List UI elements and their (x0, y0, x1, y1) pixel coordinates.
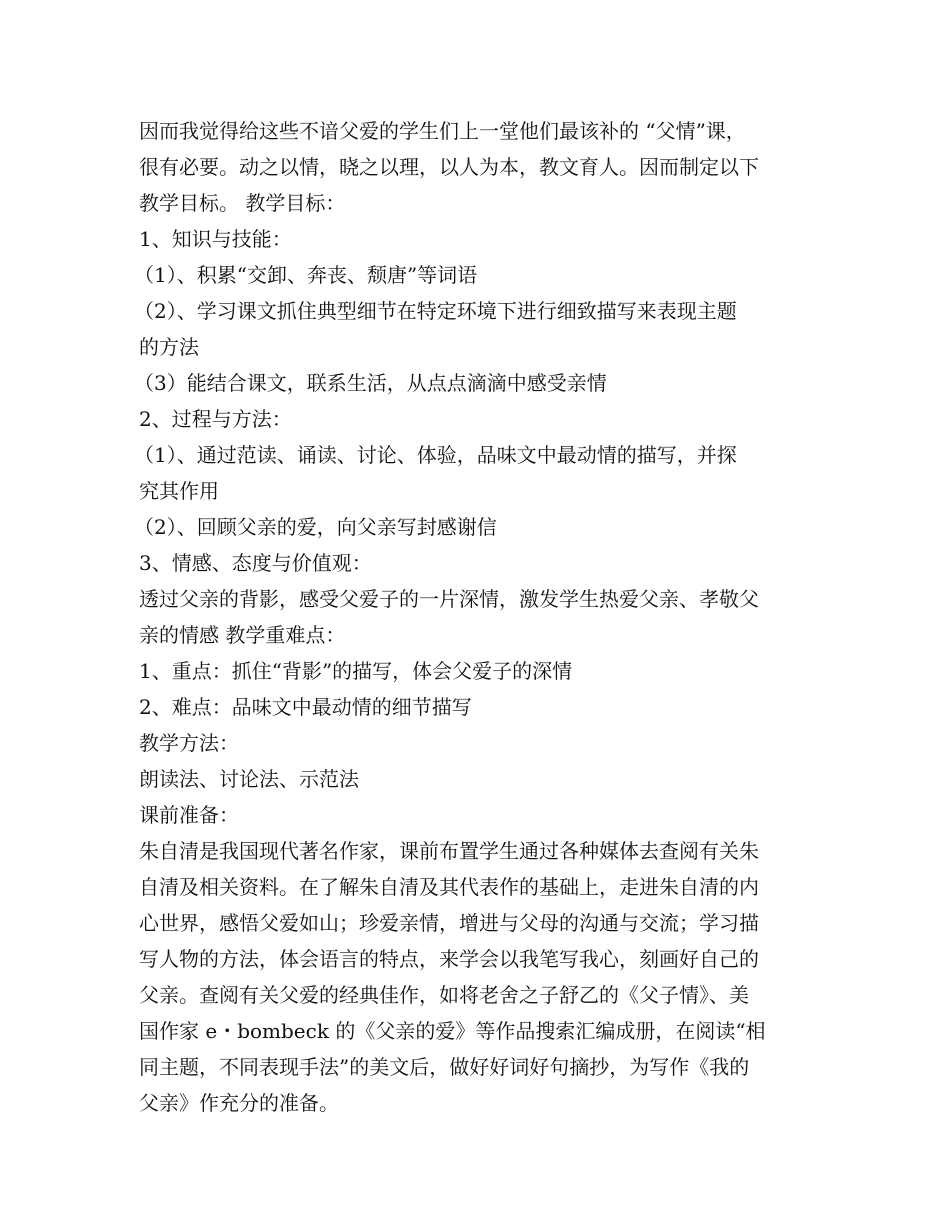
text-line: 1、重点：抓住“背影”的描写，体会父爱子的深情 (139, 659, 573, 683)
text-line: 因而我觉得给这些不谙父爱的学生们上一堂他们最该补的 “父情”课， (139, 119, 746, 143)
text-line: 朗读法、讨论法、示范法 (139, 767, 359, 791)
list-item: （1）、积累“交卸、奔丧、颓唐”等词语 (134, 263, 478, 287)
section-heading: 课前准备： (139, 803, 239, 827)
list-item: （3）能结合课文，联系生活，从点点滴滴中感受亲情 (134, 371, 607, 395)
text-line: 教学目标。 教学目标： (139, 191, 346, 215)
section-heading: 3、情感、态度与价值观： (139, 551, 372, 575)
text-line: 父亲》作充分的准备。 (139, 1091, 339, 1115)
section-heading: 2、过程与方法： (139, 407, 292, 431)
list-item: （1）、通过范读、诵读、讨论、体验，品味文中最动情的描写，并探 (134, 443, 737, 467)
text-line: 究其作用 (139, 479, 219, 503)
text-line: 透过父亲的背影，感受父爱子的一片深情，激发学生热爱父亲、孝敬父 (139, 587, 759, 611)
section-heading: 1、知识与技能： (139, 227, 292, 251)
text-line: 国作家 e・bombeck 的《父亲的爱》等作品搜索汇编成册，在阅读“相 (139, 1019, 766, 1043)
section-heading: 教学方法： (139, 731, 239, 755)
list-item: （2）、回顾父亲的爱，向父亲写封感谢信 (134, 515, 497, 539)
list-item: （2）、学习课文抓住典型细节在特定环境下进行细致描写来表现主题 (134, 299, 737, 323)
text-line: 心世界，感悟父爱如山；珍爱亲情，增进与父母的沟通与交流；学习描 (139, 911, 759, 935)
text-line: 父亲。查阅有关父爱的经典佳作，如将老舍之子舒乙的《父子情》、美 (139, 983, 749, 1007)
text-line: 很有必要。动之以情，晓之以理，以人为本，教文育人。因而制定以下 (139, 155, 759, 179)
text-line: 同主题，不同表现手法”的美文后，做好好词好句摘抄，为写作《我的 (139, 1055, 750, 1079)
text-line: 的方法 (139, 335, 199, 359)
text-line: 亲的情感 教学重难点： (139, 623, 346, 647)
text-line: 2、难点：品味文中最动情的细节描写 (139, 695, 472, 719)
document-body (134, 113, 819, 1121)
text-line: 自清及相关资料。在了解朱自清及其代表作的基础上，走进朱自清的内 (139, 875, 759, 899)
text-line: 朱自清是我国现代著名作家，课前布置学生通过各种媒体去查阅有关朱 (139, 839, 759, 863)
text-line: 写人物的方法，体会语言的特点，来学会以我笔写我心，刻画好自己的 (139, 947, 759, 971)
